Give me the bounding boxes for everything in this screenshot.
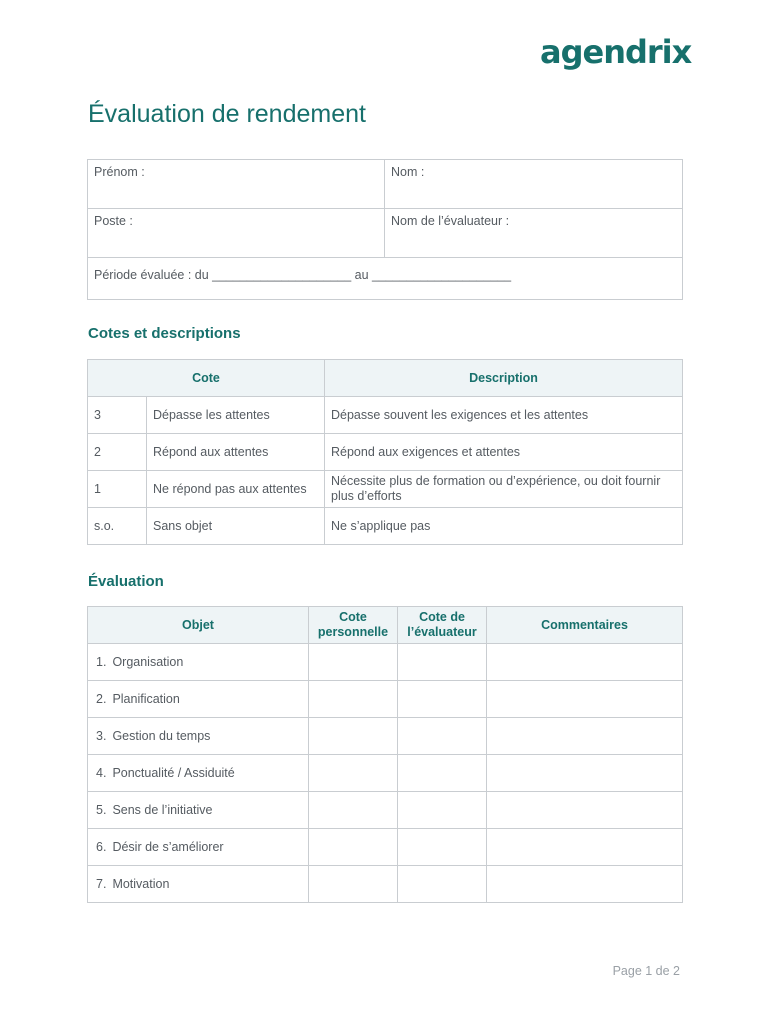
table-row (88, 718, 683, 755)
table-row (88, 681, 683, 718)
evaluateur-field[interactable] (385, 209, 683, 258)
cote-label: Sans objet (147, 508, 325, 545)
commentaires-cell[interactable] (487, 792, 683, 829)
objet-number: 2. (96, 692, 107, 706)
table-row (88, 434, 683, 471)
objet-number: 3. (96, 729, 107, 743)
cote-personnelle-cell[interactable] (309, 681, 398, 718)
cote-evaluateur-cell[interactable] (398, 644, 487, 681)
cote-evaluateur-cell[interactable] (398, 755, 487, 792)
cote-personnelle-cell[interactable] (309, 829, 398, 866)
cote-header: Cote (88, 360, 325, 397)
evaluateur-label: Nom de l’évaluateur : (391, 214, 510, 228)
agendrix-logo: agendrix (540, 33, 692, 71)
table-row (88, 397, 683, 434)
cote-personnelle-cell[interactable] (309, 718, 398, 755)
objet-label: Organisation (112, 655, 184, 669)
objet-cell (88, 644, 309, 681)
cote-evaluateur-header: Cote de l’évaluateur (398, 607, 487, 644)
cote-personnelle-header: Cote personnelle (309, 607, 398, 644)
cote-personnelle-cell[interactable] (309, 755, 398, 792)
nom-field[interactable] (385, 160, 683, 209)
commentaires-cell[interactable] (487, 681, 683, 718)
commentaires-cell[interactable] (487, 644, 683, 681)
poste-field[interactable] (88, 209, 385, 258)
cote-description: Répond aux exigences et attentes (325, 434, 683, 471)
employee-info-table (87, 159, 683, 300)
page-title: Évaluation de rendement (88, 100, 366, 128)
prenom-label: Prénom : (94, 165, 145, 179)
cote-code: 1 (88, 471, 147, 508)
objet-label: Motivation (112, 877, 170, 891)
commentaires-cell[interactable] (487, 755, 683, 792)
cote-personnelle-cell[interactable] (309, 644, 398, 681)
commentaires-header: Commentaires (487, 607, 683, 644)
cote-label: Ne répond pas aux attentes (147, 471, 325, 508)
objet-label: Désir de s’améliorer (112, 840, 224, 854)
cote-code: 2 (88, 434, 147, 471)
cotes-table (87, 359, 683, 545)
objet-number: 7. (96, 877, 107, 891)
cote-code: s.o. (88, 508, 147, 545)
objet-number: 6. (96, 840, 107, 854)
cote-evaluateur-cell[interactable] (398, 866, 487, 903)
evaluation-section-title: Évaluation (88, 573, 164, 590)
cote-description: Dépasse souvent les exigences et les attentes (325, 397, 683, 434)
cote-description: Nécessite plus de formation ou d’expérience, ou doit fournir plus d’efforts (325, 471, 683, 508)
description-header: Description (325, 360, 683, 397)
cotes-section-title: Cotes et descriptions (88, 325, 241, 342)
objet-label: Planification (112, 692, 180, 706)
commentaires-cell[interactable] (487, 866, 683, 903)
table-row (88, 792, 683, 829)
cote-evaluateur-cell[interactable] (398, 829, 487, 866)
prenom-field[interactable] (88, 160, 385, 209)
nom-label: Nom : (391, 165, 425, 179)
cote-description: Ne s’applique pas (325, 508, 683, 545)
cote-evaluateur-cell[interactable] (398, 792, 487, 829)
objet-cell (88, 718, 309, 755)
table-row (88, 471, 683, 508)
table-row (88, 508, 683, 545)
cote-evaluateur-cell[interactable] (398, 681, 487, 718)
commentaires-cell[interactable] (487, 718, 683, 755)
commentaires-cell[interactable] (487, 829, 683, 866)
table-row (88, 829, 683, 866)
table-row (88, 866, 683, 903)
objet-cell (88, 755, 309, 792)
objet-label: Ponctualité / Assiduité (112, 766, 235, 780)
table-row (88, 755, 683, 792)
poste-label: Poste : (94, 214, 133, 228)
objet-cell (88, 792, 309, 829)
objet-label: Gestion du temps (112, 729, 211, 743)
cote-label: Dépasse les attentes (147, 397, 325, 434)
objet-cell (88, 866, 309, 903)
objet-number: 5. (96, 803, 107, 817)
cote-evaluateur-cell[interactable] (398, 718, 487, 755)
evaluation-table (87, 606, 683, 903)
page-number: Page 1 de 2 (612, 964, 680, 978)
cote-personnelle-cell[interactable] (309, 866, 398, 903)
cote-personnelle-cell[interactable] (309, 792, 398, 829)
periode-field[interactable] (88, 258, 683, 300)
objet-header: Objet (88, 607, 309, 644)
objet-cell (88, 681, 309, 718)
table-row (88, 644, 683, 681)
objet-number: 4. (96, 766, 107, 780)
objet-label: Sens de l’initiative (112, 803, 213, 817)
objet-cell (88, 829, 309, 866)
cote-code: 3 (88, 397, 147, 434)
objet-number: 1. (96, 655, 107, 669)
cote-label: Répond aux attentes (147, 434, 325, 471)
periode-label: Période évaluée : du ____________________ au ____________________ (94, 268, 512, 282)
